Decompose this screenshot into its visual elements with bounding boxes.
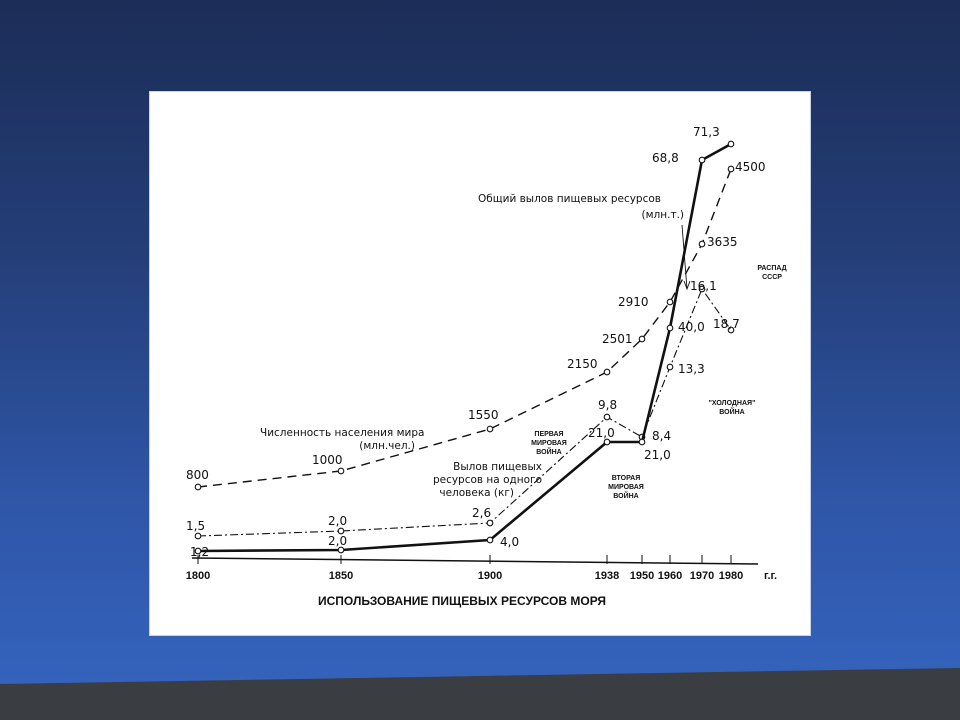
data-label: 800 <box>186 468 209 482</box>
x-unit-label: г.г. <box>764 570 778 582</box>
annotation-ww1: МИРОВАЯ <box>531 440 567 447</box>
bottom-band <box>0 668 960 720</box>
series-name-label: человека (кг) <box>439 487 514 499</box>
data-label: 2150 <box>567 357 598 371</box>
data-point <box>639 439 645 445</box>
x-tick-label: 1980 <box>718 570 744 582</box>
data-label: 1,2 <box>190 545 210 559</box>
data-label: 13,3 <box>678 362 705 376</box>
data-point <box>667 364 673 370</box>
data-point <box>604 414 610 420</box>
annotation-ww2: ВОЙНА <box>613 493 639 500</box>
data-label: 2,0 <box>328 514 348 528</box>
data-label: 21,0 <box>644 448 671 462</box>
data-point <box>728 141 734 147</box>
data-label: 21,0 <box>588 426 615 440</box>
data-point <box>667 299 673 305</box>
data-label: 9,8 <box>598 398 618 412</box>
data-point <box>604 439 610 445</box>
data-label: 18,7 <box>713 317 740 331</box>
annotation-ww1: ВОЙНА <box>536 449 562 456</box>
x-tick-label: 1970 <box>689 570 715 582</box>
data-point <box>338 547 344 553</box>
series-name-label: Численность населения мира <box>260 427 425 439</box>
x-tick-label: 1900 <box>477 570 503 582</box>
data-label: 40,0 <box>678 320 705 334</box>
data-point <box>338 528 344 534</box>
data-point <box>487 537 493 543</box>
data-label: 4500 <box>735 160 766 174</box>
annotation-ww2: ВТОРАЯ <box>611 475 641 482</box>
data-point <box>338 468 344 474</box>
data-point <box>667 325 673 331</box>
data-point <box>639 336 645 342</box>
data-label: 2501 <box>602 332 633 346</box>
x-tick-label: 1850 <box>328 570 354 582</box>
fishing-chart <box>150 92 812 637</box>
data-label: 2,0 <box>328 534 348 548</box>
data-label: 4,0 <box>500 535 520 549</box>
annotation-ww2: МИРОВАЯ <box>608 484 644 491</box>
data-label: 2910 <box>618 295 649 309</box>
x-tick-label: 1950 <box>629 570 655 582</box>
data-point <box>699 157 705 163</box>
series-name-label: Общий вылов пищевых ресурсов <box>478 193 661 205</box>
data-label: 3635 <box>707 235 738 249</box>
data-point <box>487 426 493 432</box>
data-label: 16,1 <box>690 279 717 293</box>
data-point <box>728 166 734 172</box>
data-point <box>195 484 201 490</box>
x-axis-line <box>192 558 758 564</box>
annotation-cold-war: "ХОЛОДНАЯ" <box>708 400 756 407</box>
chart-title: ИСПОЛЬЗОВАНИЕ ПИЩЕВЫХ РЕСУРСОВ МОРЯ <box>318 594 607 608</box>
series-name-label: ресурсов на одного <box>432 474 542 486</box>
data-label: 1550 <box>468 408 499 422</box>
annotation-ussr: СССР <box>762 274 782 281</box>
x-tick-label: 1800 <box>185 570 211 582</box>
series-name-label: (млн.т.) <box>641 209 684 221</box>
x-tick-label: 1960 <box>657 570 683 582</box>
data-point <box>699 241 705 247</box>
data-label: 1,5 <box>186 519 206 533</box>
data-point <box>604 369 610 375</box>
data-label: 68,8 <box>652 151 679 165</box>
axis-layer <box>186 555 777 582</box>
series-name-label: (млн.чел.) <box>359 440 415 452</box>
chart-panel <box>149 91 811 636</box>
data-label: 71,3 <box>693 125 720 139</box>
series-name-label: Вылов пищевых <box>453 461 542 473</box>
data-label: 8,4 <box>652 429 672 443</box>
annotation-ww1: ПЕРВАЯ <box>534 431 564 438</box>
x-tick-label: 1938 <box>594 570 620 582</box>
data-point <box>195 533 201 539</box>
data-label: 1000 <box>312 453 343 467</box>
data-label: 2,6 <box>472 506 492 520</box>
annotation-ussr: РАСПАД <box>757 265 787 272</box>
annotation-cold-war: ВОЙНА <box>719 409 745 416</box>
data-point <box>487 520 493 526</box>
